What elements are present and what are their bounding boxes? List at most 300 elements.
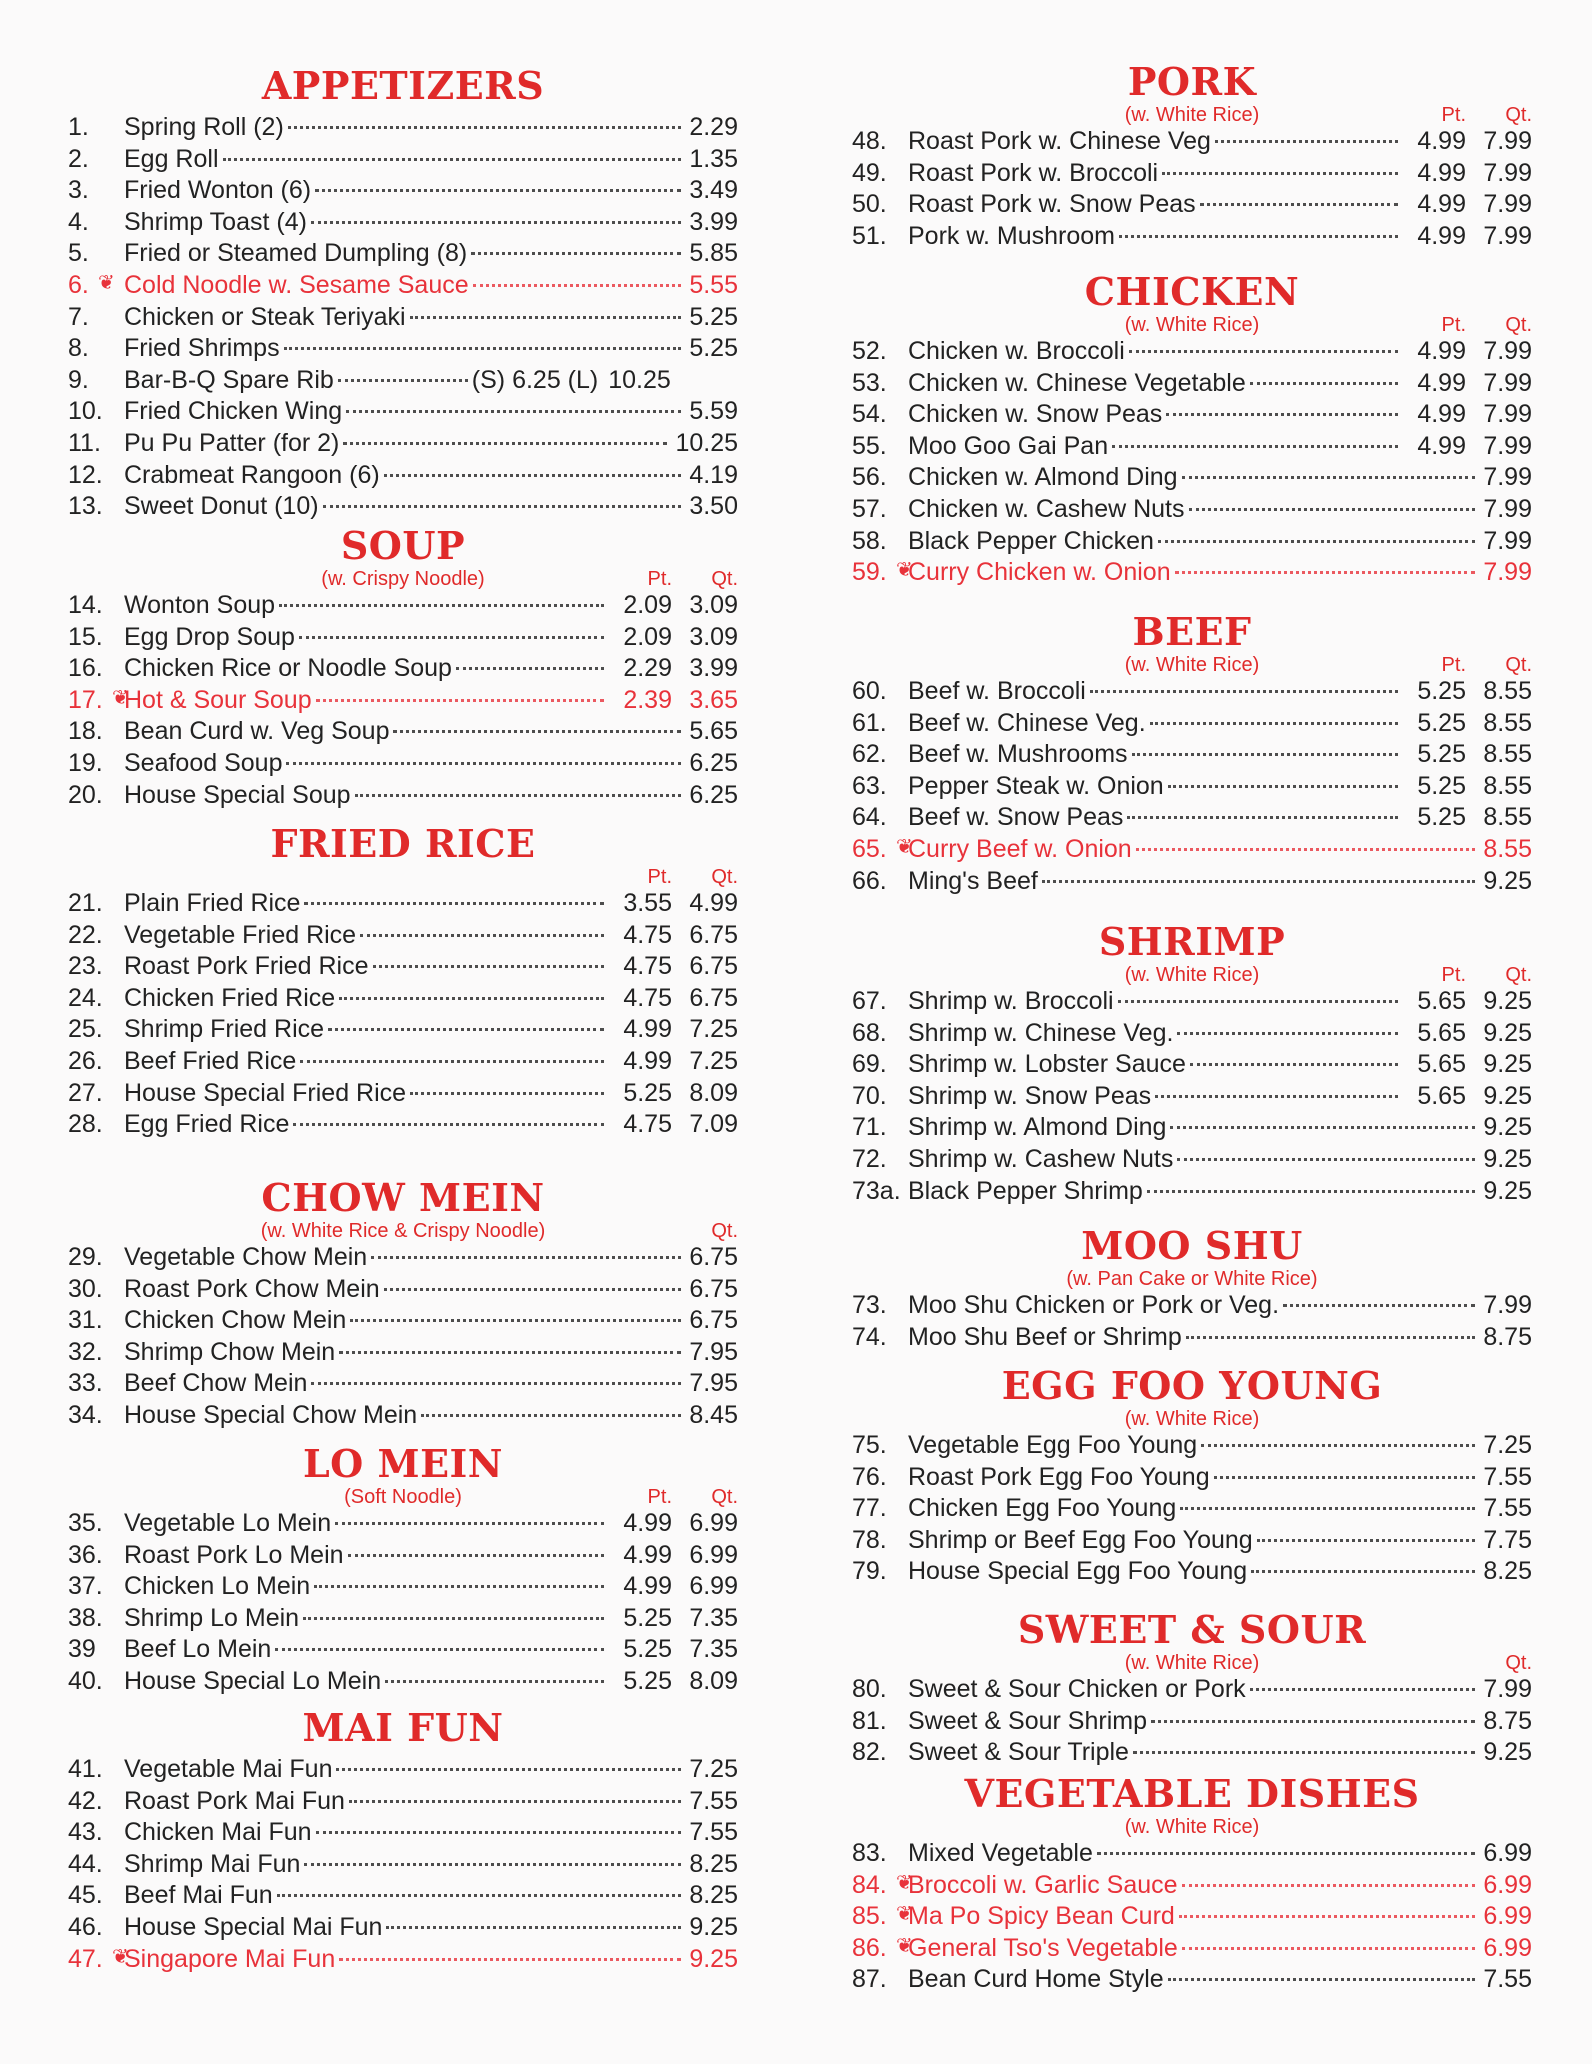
item-number-text: 23. — [68, 952, 103, 981]
menu-item-list — [68, 1508, 738, 1698]
pint-header: Pt. — [1441, 314, 1466, 336]
menu-item — [68, 460, 738, 492]
item-number — [852, 1870, 913, 1902]
item-name: Black Pepper Chicken — [908, 526, 1154, 555]
dot-leader — [1151, 1720, 1475, 1723]
item-number — [68, 428, 124, 460]
item-number — [68, 951, 124, 983]
item-number — [68, 1571, 124, 1603]
item-number — [68, 1078, 124, 1110]
item-price-quart: 6.99 — [689, 1572, 738, 1601]
menu-item-list — [852, 1430, 1532, 1588]
menu-item — [852, 1144, 1532, 1176]
item-price-pint: 4.99 — [1417, 158, 1466, 187]
item-number-text: 10. — [68, 397, 103, 426]
item-number — [852, 399, 908, 431]
section-note: (w. White Rice) — [1124, 654, 1260, 676]
menu-section-fried-rice — [68, 822, 738, 1141]
item-price-pint: 5.25 — [623, 1666, 672, 1695]
item-number-text: 20. — [68, 780, 103, 809]
item-number-text: 6. — [68, 270, 89, 299]
section-subheader — [852, 1268, 1532, 1290]
dot-leader — [350, 1319, 681, 1322]
item-name: Roast Pork Lo Mein — [124, 1540, 344, 1569]
item-price-quart: 7.25 — [689, 1015, 738, 1044]
item-name: Roast Pork w. Broccoli — [908, 158, 1159, 187]
item-price-quart: 7.35 — [689, 1603, 738, 1632]
section-title: VEGETABLE DISHES — [964, 1771, 1420, 1816]
item-number — [68, 460, 124, 492]
menu-item — [68, 1786, 738, 1818]
dot-leader — [314, 1585, 604, 1588]
menu-item — [68, 622, 738, 654]
item-number — [852, 158, 908, 190]
item-name: Curry Beef w. Onion — [908, 834, 1132, 863]
item-number — [68, 1666, 124, 1698]
menu-item-list — [68, 1242, 738, 1432]
item-name: Ming's Beef — [908, 866, 1038, 895]
item-price-pint: 4.75 — [623, 920, 672, 949]
dot-leader — [284, 347, 682, 350]
dot-leader — [288, 126, 682, 129]
dot-leader — [473, 284, 682, 287]
menu-item — [68, 780, 738, 812]
item-number-text: 77. — [852, 1494, 887, 1523]
item-number-text: 74. — [852, 1322, 887, 1351]
item-name: Shrimp or Beef Egg Foo Young — [908, 1525, 1253, 1554]
section-title: SWEET & SOUR — [1017, 1607, 1367, 1652]
item-name: Fried Wonton (6) — [124, 176, 312, 205]
menu-item — [68, 270, 738, 302]
item-price: 1.35 — [689, 144, 738, 173]
item-number-text: 7. — [68, 302, 89, 331]
item-number — [68, 1786, 124, 1818]
item-number — [68, 1603, 124, 1635]
dot-leader — [346, 410, 681, 413]
item-price-pint: 3.55 — [623, 889, 672, 917]
item-price-pint: 4.75 — [623, 952, 672, 981]
section-subheader — [852, 1816, 1532, 1838]
pint-header: Pt. — [647, 866, 672, 888]
item-name: Chicken Chow Mein — [124, 1306, 347, 1335]
section-subheader — [68, 568, 738, 590]
item-price-quart: 7.99 — [1483, 337, 1532, 365]
item-number-text: 76. — [852, 1462, 887, 1491]
item-price-quart: 8.09 — [689, 1666, 738, 1695]
item-name: Plain Fried Rice — [124, 889, 301, 917]
item-number-text: 80. — [852, 1675, 887, 1703]
item-name: Sweet Donut (10) — [124, 492, 319, 521]
dot-leader — [338, 379, 468, 382]
item-number — [852, 1525, 908, 1557]
dot-leader — [371, 1256, 681, 1259]
menu-item — [852, 1430, 1532, 1462]
item-number-text: 85. — [852, 1902, 887, 1931]
item-price-pint: 5.25 — [623, 1603, 672, 1632]
menu-item — [68, 1242, 738, 1274]
dot-leader — [384, 1288, 682, 1291]
item-number — [68, 1817, 124, 1849]
item-price-pint: 2.29 — [623, 654, 672, 683]
dot-leader — [385, 1680, 604, 1683]
pint-header: Pt. — [647, 1486, 672, 1508]
item-number — [852, 708, 908, 740]
dot-leader — [456, 667, 604, 670]
item-number — [852, 1112, 908, 1144]
item-number — [852, 1493, 908, 1525]
menu-item-list — [852, 1674, 1532, 1769]
menu-section-appetizers — [68, 64, 738, 523]
dot-leader — [1158, 540, 1475, 543]
menu-item — [68, 685, 738, 717]
item-number-text: 69. — [852, 1050, 887, 1079]
dot-leader — [1182, 476, 1476, 479]
item-name: Pork w. Mushroom — [908, 221, 1116, 250]
menu-section-lo-mein — [68, 1442, 738, 1698]
section-title: MAI FUN — [302, 1705, 504, 1750]
item-number-text: 31. — [68, 1306, 103, 1335]
item-price-pint: 4.75 — [623, 983, 672, 1012]
item-price-quart: 8.55 — [1483, 708, 1532, 737]
item-name: Chicken Fried Rice — [124, 983, 336, 1012]
section-note: (w. White Rice & Crispy Noodle) — [260, 1220, 546, 1242]
item-number-text: 40. — [68, 1666, 103, 1695]
dot-leader — [323, 505, 682, 508]
item-price-quart: 6.75 — [689, 983, 738, 1012]
dot-leader — [1251, 1570, 1475, 1573]
item-number-text: 4. — [68, 207, 89, 236]
dot-leader — [304, 1863, 681, 1866]
item-name: Broccoli w. Garlic Sauce — [908, 1870, 1178, 1899]
item-number-text: 14. — [68, 591, 103, 619]
item-price: 8.75 — [1483, 1706, 1532, 1735]
section-subheader — [68, 1486, 738, 1508]
item-price: 6.75 — [689, 1274, 738, 1303]
item-number — [852, 1933, 913, 1965]
dot-leader — [304, 902, 604, 905]
menu-item — [68, 1046, 738, 1078]
item-name: Cold Noodle w. Sesame Sauce — [124, 270, 469, 299]
dot-leader — [1177, 1158, 1475, 1161]
menu-item — [852, 676, 1532, 708]
menu-item — [852, 1556, 1532, 1588]
dot-leader — [410, 1092, 604, 1095]
item-name: Chicken w. Cashew Nuts — [908, 494, 1185, 523]
item-name: Mixed Vegetable — [908, 1839, 1093, 1867]
quart-header: Qt. — [1505, 964, 1532, 986]
dot-leader — [316, 1831, 682, 1834]
item-number-text: 29. — [68, 1243, 103, 1271]
item-number-text: 52. — [852, 337, 887, 365]
dot-leader — [339, 1351, 681, 1354]
menu-section-chow-mein — [68, 1176, 738, 1432]
menu-item-list — [68, 112, 738, 523]
item-price: 5.55 — [689, 270, 738, 299]
item-number — [852, 1081, 908, 1113]
menu-item — [852, 1525, 1532, 1557]
section-note: (w. Pan Cake or White Rice) — [1066, 1268, 1318, 1290]
item-number-text: 38. — [68, 1603, 103, 1632]
item-name: Curry Chicken w. Onion — [908, 558, 1171, 587]
dot-leader — [299, 636, 604, 639]
item-number-text: 53. — [852, 368, 887, 397]
item-name: Moo Shu Chicken or Pork or Veg. — [908, 1291, 1280, 1319]
item-number — [68, 1508, 124, 1540]
item-name: Shrimp w. Cashew Nuts — [908, 1144, 1174, 1173]
item-price: 9.25 — [1483, 866, 1532, 895]
item-number-text: 75. — [852, 1431, 887, 1459]
menu-item — [852, 866, 1532, 898]
dot-leader — [335, 1522, 604, 1525]
item-name: Chicken Mai Fun — [124, 1818, 312, 1847]
item-name: Ma Po Spicy Bean Curd — [908, 1902, 1175, 1931]
item-number — [852, 1290, 908, 1322]
section-note: (w. White Rice) — [1124, 314, 1260, 336]
quart-header: Qt. — [711, 568, 738, 590]
item-price: 9.25 — [1483, 1113, 1532, 1142]
dot-leader — [336, 1768, 681, 1771]
item-number — [852, 739, 908, 771]
item-number-text: 41. — [68, 1755, 103, 1783]
chili-pepper-icon: ❦ — [896, 1934, 913, 1957]
item-name: Beef Fried Rice — [124, 1046, 297, 1075]
item-name: Sweet & Sour Triple — [908, 1738, 1129, 1767]
menu-item — [852, 771, 1532, 803]
item-price-quart: 6.75 — [689, 952, 738, 981]
menu-item — [68, 1014, 738, 1046]
pint-header: Pt. — [1441, 654, 1466, 676]
menu-item — [852, 368, 1532, 400]
menu-item — [852, 336, 1532, 368]
item-price: 6.25 — [689, 748, 738, 777]
menu-section-beef — [852, 610, 1532, 897]
dot-leader — [1166, 413, 1398, 416]
section-title: MOO SHU — [1081, 1223, 1303, 1268]
menu-section-chicken — [852, 270, 1532, 589]
dot-leader — [1177, 1032, 1398, 1035]
item-name: Beef w. Mushrooms — [908, 740, 1128, 769]
item-name: Fried Chicken Wing — [124, 397, 343, 426]
menu-item — [852, 1462, 1532, 1494]
item-number — [68, 1242, 124, 1274]
section-subheader — [68, 1220, 738, 1242]
dot-leader — [223, 158, 682, 161]
quart-header: Qt. — [711, 1220, 738, 1242]
item-price-quart: 7.99 — [1483, 158, 1532, 187]
item-price: 7.55 — [1483, 1965, 1532, 1994]
menu-item — [852, 1493, 1532, 1525]
menu-item — [852, 1933, 1532, 1965]
item-number-text: 36. — [68, 1540, 103, 1569]
item-price: 5.65 — [689, 717, 738, 746]
chili-pepper-icon: ❦ — [896, 559, 913, 582]
item-price: 7.99 — [1483, 1675, 1532, 1703]
item-price-pint: 5.25 — [1417, 771, 1466, 800]
item-name: Chicken w. Broccoli — [908, 337, 1125, 365]
item-number-text: 60. — [852, 677, 887, 705]
item-number — [68, 1880, 124, 1912]
item-number — [852, 1322, 908, 1354]
item-number-text: 66. — [852, 866, 887, 895]
item-number — [68, 1400, 124, 1432]
item-number-text: 39 — [68, 1635, 96, 1664]
item-number-text: 17. — [68, 685, 103, 714]
item-number-text: 59. — [852, 558, 887, 587]
item-size-note: (S) 6.25 (L) — [471, 365, 599, 394]
dot-leader — [1118, 1000, 1398, 1003]
item-name: Sweet & Sour Chicken or Pork — [908, 1675, 1246, 1703]
dot-leader — [393, 730, 681, 733]
item-name: Sweet & Sour Shrimp — [908, 1706, 1147, 1735]
item-number — [68, 1274, 124, 1306]
pint-header: Pt. — [1441, 964, 1466, 986]
section-subheader — [68, 866, 738, 888]
section-title: CHOW MEIN — [261, 1175, 545, 1220]
item-price-pint: 2.09 — [623, 591, 672, 619]
menu-item — [68, 1274, 738, 1306]
menu-item — [68, 1880, 738, 1912]
item-number — [68, 1849, 124, 1881]
dot-leader — [1215, 140, 1398, 143]
item-price: 3.50 — [689, 492, 738, 521]
item-number — [852, 1049, 908, 1081]
item-number — [852, 676, 908, 708]
dot-leader — [293, 1123, 604, 1126]
item-number-text: 87. — [852, 1965, 887, 1994]
menu-item — [68, 1944, 738, 1976]
item-price: 3.99 — [689, 207, 738, 236]
item-price-quart: 6.75 — [689, 920, 738, 949]
item-price: 7.25 — [689, 1755, 738, 1783]
item-price: 5.59 — [689, 397, 738, 426]
item-number-text: 21. — [68, 889, 103, 917]
item-number-text: 71. — [852, 1113, 887, 1142]
dot-leader — [355, 794, 682, 797]
item-price-quart: 6.99 — [689, 1540, 738, 1569]
menu-item — [68, 1109, 738, 1141]
menu-section-egg-foo-young — [852, 1364, 1532, 1588]
chili-pepper-icon: ❦ — [98, 271, 115, 294]
item-price-pint: 5.25 — [1417, 803, 1466, 832]
section-note: (w. White Rice) — [1124, 1816, 1260, 1838]
dot-leader — [471, 252, 681, 255]
menu-item-list — [852, 1290, 1532, 1353]
dot-leader — [343, 442, 667, 445]
dot-leader — [316, 699, 604, 702]
quart-header: Qt. — [1505, 104, 1532, 126]
item-name: Hot & Sour Soup — [124, 685, 312, 714]
item-price-pint: 4.75 — [623, 1110, 672, 1139]
item-number — [852, 1901, 913, 1933]
item-number-text: 5. — [68, 239, 89, 268]
item-number-text: 54. — [852, 400, 887, 429]
dot-leader — [1147, 1190, 1476, 1193]
item-number — [68, 1754, 124, 1786]
menu-item — [852, 1112, 1532, 1144]
item-price: 9.25 — [689, 1912, 738, 1941]
item-number-text: 49. — [852, 158, 887, 187]
item-number — [68, 1046, 124, 1078]
item-name: Beef w. Chinese Veg. — [908, 708, 1146, 737]
item-number — [68, 1368, 124, 1400]
item-price-quart: 9.25 — [1483, 1050, 1532, 1079]
menu-item — [68, 144, 738, 176]
menu-item — [852, 1737, 1532, 1769]
item-number — [68, 983, 124, 1015]
item-number — [852, 771, 908, 803]
section-title: FRIED RICE — [270, 821, 536, 866]
item-number — [68, 396, 124, 428]
dot-leader — [1182, 1947, 1476, 1950]
menu-item — [68, 1337, 738, 1369]
menu-item — [68, 1508, 738, 1540]
item-name: Chicken w. Snow Peas — [908, 400, 1163, 429]
item-name: Beef Lo Mein — [124, 1635, 272, 1664]
item-number-text: 25. — [68, 1015, 103, 1044]
item-number-text: 43. — [68, 1818, 103, 1847]
menu-item — [852, 526, 1532, 558]
menu-item — [68, 333, 738, 365]
item-name: Beef Mai Fun — [124, 1881, 273, 1910]
item-number — [852, 126, 908, 158]
item-number — [68, 1634, 124, 1666]
dot-leader — [373, 965, 604, 968]
dot-leader — [1042, 880, 1475, 883]
item-name: Singapore Mai Fun — [124, 1944, 336, 1973]
item-name: Shrimp w. Lobster Sauce — [908, 1050, 1186, 1079]
menu-section-sweet-sour — [852, 1608, 1532, 1769]
item-number-text: 67. — [852, 987, 887, 1015]
item-number — [852, 557, 913, 589]
item-number — [68, 685, 129, 717]
item-price: 6.25 — [689, 780, 738, 809]
item-number — [68, 622, 124, 654]
item-name: Vegetable Fried Rice — [124, 920, 357, 949]
item-number-text: 13. — [68, 492, 103, 521]
item-name: Beef w. Broccoli — [908, 677, 1086, 705]
item-price: 6.75 — [689, 1306, 738, 1335]
menu-item — [68, 1603, 738, 1635]
dot-leader — [1168, 785, 1398, 788]
item-price: 7.55 — [1483, 1494, 1532, 1523]
menu-item — [68, 1666, 738, 1698]
item-name: Shrimp Mai Fun — [124, 1849, 301, 1878]
item-price-quart: 7.25 — [689, 1046, 738, 1075]
item-price-pint: 4.99 — [623, 1572, 672, 1601]
item-number-text: 9. — [68, 365, 89, 394]
item-name: Pepper Steak w. Onion — [908, 771, 1164, 800]
item-number-text: 83. — [852, 1839, 887, 1867]
item-number-text: 15. — [68, 622, 103, 651]
item-number-text: 22. — [68, 920, 103, 949]
dot-leader — [1201, 1444, 1475, 1447]
dot-leader — [1112, 445, 1398, 448]
item-number-text: 47. — [68, 1944, 103, 1973]
item-price: 7.99 — [1483, 463, 1532, 492]
item-name: Black Pepper Shrimp — [908, 1176, 1143, 1205]
dot-leader — [279, 604, 604, 607]
menu-item — [68, 1078, 738, 1110]
item-name: Bean Curd w. Veg Soup — [124, 717, 390, 746]
item-number — [852, 1706, 908, 1738]
item-name: Wonton Soup — [124, 591, 276, 619]
item-price-quart: 8.55 — [1483, 677, 1532, 705]
item-number — [68, 207, 124, 239]
item-number-text: 32. — [68, 1337, 103, 1366]
item-number-text: 34. — [68, 1400, 103, 1429]
item-number — [68, 888, 124, 920]
section-title: BEEF — [1132, 609, 1252, 654]
